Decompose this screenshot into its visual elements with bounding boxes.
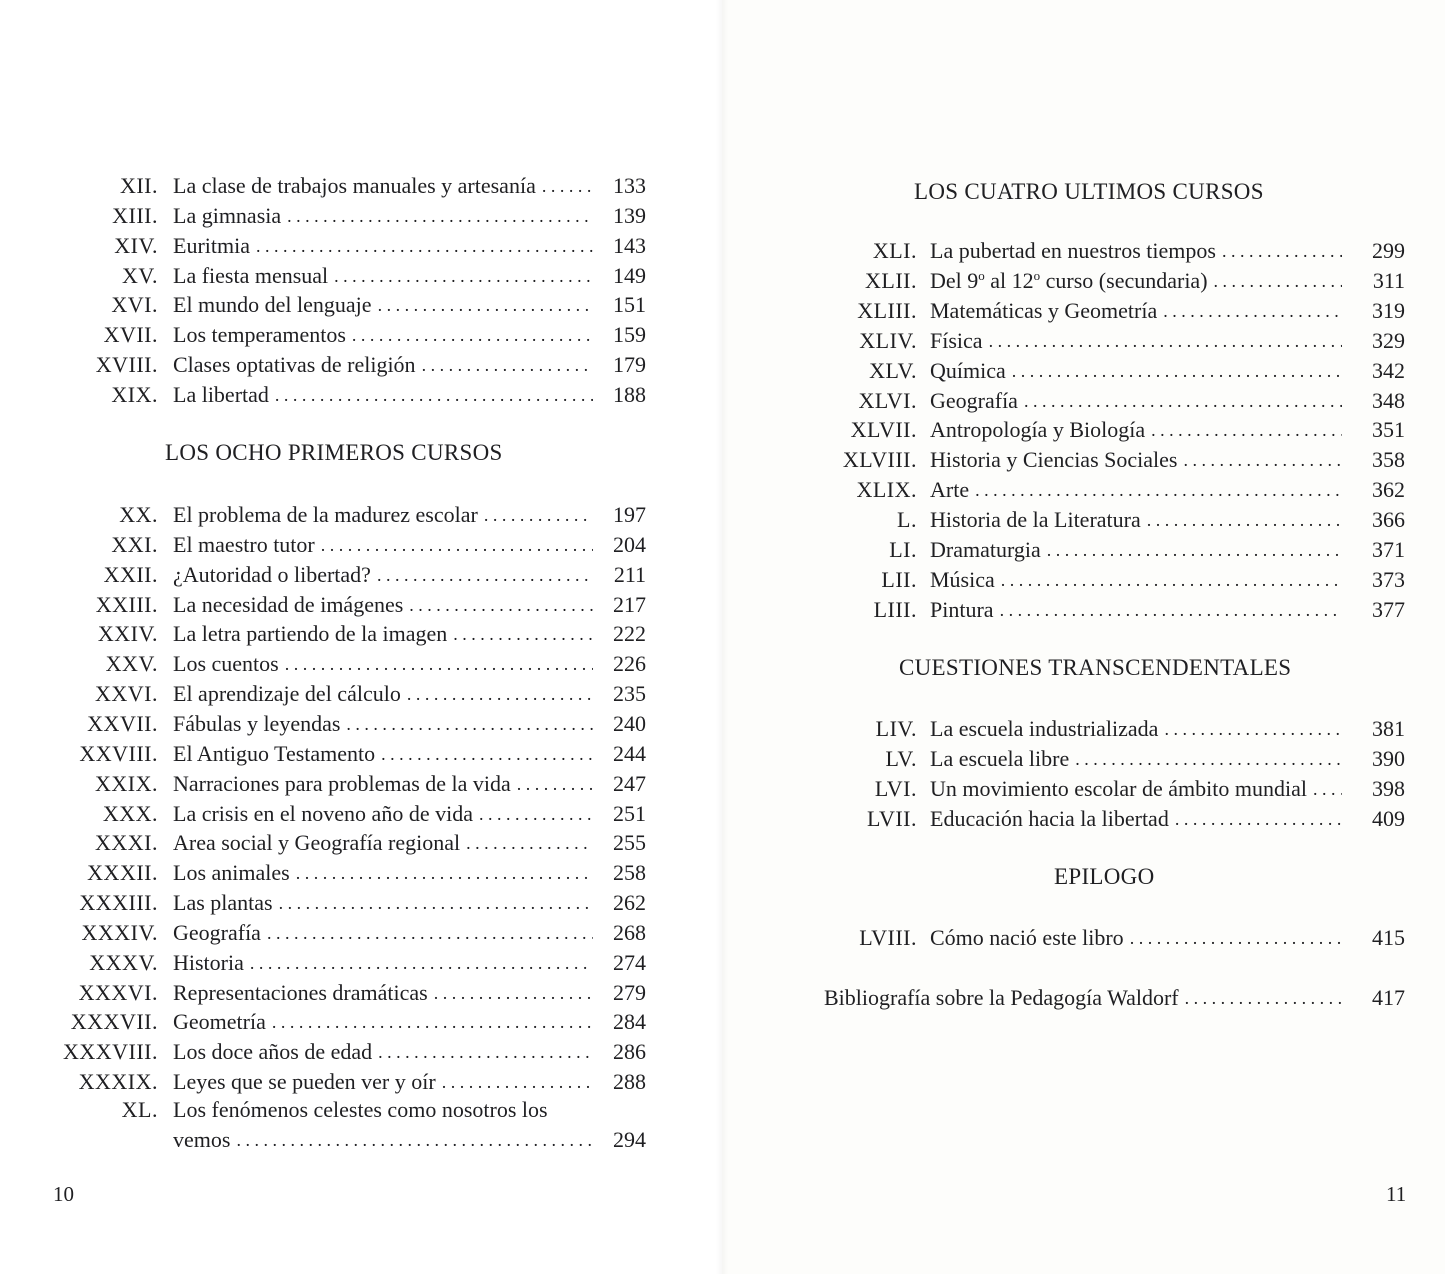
toc-entry-page-number: 211	[613, 561, 646, 587]
toc-entry-title: Un movimiento escolar de ámbito mundial . . .	[930, 774, 1342, 804]
toc-entry-page-number: 373	[1372, 566, 1405, 592]
toc-entry[interactable]	[0, 1037, 722, 1067]
toc-entry[interactable]	[0, 679, 722, 709]
toc-entry-page-number: 143	[613, 232, 646, 258]
toc-entry[interactable]	[0, 326, 1445, 356]
toc-entry-title: Las plantas . . .	[173, 888, 593, 918]
toc-entry-page-number: 284	[613, 1009, 646, 1035]
toc-entry[interactable]	[0, 565, 1445, 595]
toc-entry-number: XXX.	[102, 800, 158, 826]
dot-leader	[1047, 535, 1342, 565]
toc-entry-title: El problema de la madurez escolar . . .	[173, 500, 593, 530]
toc-entry-page-number: 398	[1372, 775, 1405, 801]
section-heading-ocho-primeros-cursos: LOS OCHO PRIMEROS CURSOS	[165, 440, 503, 465]
toc-entry-page-number: 279	[613, 979, 646, 1005]
toc-entry-page-number: 240	[613, 710, 646, 736]
toc-entry-page-number: 319	[1372, 297, 1405, 323]
toc-entry-number: XXXIX.	[78, 1069, 158, 1095]
toc-entry[interactable]	[0, 1007, 722, 1037]
toc-entry-page-number: 139	[613, 202, 646, 228]
toc-entry[interactable]	[0, 595, 1445, 625]
toc-entry[interactable]	[0, 201, 722, 231]
dot-leader	[296, 858, 593, 888]
toc-entry[interactable]	[0, 774, 1445, 804]
toc-entry-title: Fábulas y leyendas . . .	[173, 709, 593, 739]
toc-entry[interactable]	[0, 505, 1445, 535]
toc-entry-page-number: 329	[1372, 327, 1405, 353]
toc-entry-number: XVIII.	[95, 352, 158, 378]
toc-entry-title: Del 9$^o$ al 12$^o$ curso (secundaria) . . .	[930, 266, 1342, 296]
toc-entry-page-number: 409	[1372, 805, 1405, 831]
dot-leader	[989, 326, 1342, 356]
toc-entry-title: Clases optativas de religión . . .	[173, 350, 593, 380]
toc-entry-page-number: 417	[1372, 985, 1405, 1010]
section-heading-cuestiones-transcendentales: CUESTIONES TRANSCENDENTALES	[899, 655, 1292, 680]
toc-entry-title: Química . . .	[930, 356, 1342, 386]
toc-entry-number: XX.	[119, 502, 158, 527]
toc-entry-title: Los temperamentos . . .	[173, 320, 593, 350]
dot-leader	[1075, 744, 1342, 774]
dot-leader	[1130, 923, 1342, 953]
toc-entry-number: XLVIII.	[842, 447, 917, 473]
dot-leader	[442, 1067, 593, 1097]
toc-entry-page-number: 415	[1372, 925, 1405, 950]
toc-entry-number: XLIX.	[856, 477, 917, 503]
toc-entry-title: La necesidad de imágenes . . .	[173, 590, 593, 620]
toc-entry-number: XLVI.	[858, 387, 917, 413]
dot-leader	[279, 888, 593, 918]
page-number-right: 11	[1386, 1182, 1407, 1206]
toc-entry-number: LIV.	[875, 716, 917, 741]
toc-entry-page-number: 381	[1372, 716, 1405, 741]
toc-entry-page-number: 251	[613, 800, 646, 826]
toc-entry-number: XLI.	[872, 238, 917, 263]
toc-entry-title-line2: vemos . . .	[173, 1125, 593, 1155]
toc-entry-title: Pintura . . .	[930, 595, 1342, 625]
toc-entry-number: XVI.	[111, 292, 158, 318]
toc-entry-number: LII.	[881, 566, 917, 592]
toc-entry-page-number: 159	[613, 322, 646, 348]
dot-leader	[1024, 386, 1342, 416]
toc-entry-page-number: 188	[613, 381, 646, 407]
toc-entry-number: LVI.	[874, 775, 917, 801]
toc-entry-title: El Antiguo Testamento . . .	[173, 739, 593, 769]
toc-entry-number: XXXVI.	[78, 979, 158, 1005]
toc-entry-title: Física . . .	[930, 326, 1342, 356]
toc-entry-page-number: 217	[613, 591, 646, 617]
toc-entry-page-number: 311	[1372, 268, 1405, 293]
dot-leader	[434, 978, 593, 1008]
toc-entry-title: Euritmia . . .	[173, 231, 593, 261]
toc-entry-number: XXII.	[103, 561, 158, 587]
toc-entry-title: Dramaturgia . . .	[930, 535, 1342, 565]
toc-entry-title: Educación hacia la libertad . . .	[930, 804, 1342, 834]
toc-entry-page-number: 133	[613, 173, 646, 198]
toc-entry-xl[interactable]	[0, 1095, 722, 1125]
toc-entry-title: Historia de la Literatura . . .	[930, 505, 1342, 535]
dot-leader	[1185, 983, 1342, 1013]
toc-entry-page-number: 362	[1372, 477, 1405, 503]
toc-entry[interactable]	[0, 386, 1445, 416]
toc-entry-page-number: 204	[613, 531, 646, 557]
toc-entry-number: XXVI.	[95, 681, 158, 707]
toc-entry-page-number: 197	[613, 502, 646, 527]
dot-leader	[1151, 415, 1342, 445]
section-heading-epilogo: EPILOGO	[1054, 864, 1155, 889]
dot-leader	[378, 1037, 593, 1067]
toc-entry-number: XLII.	[865, 268, 917, 293]
toc-entry-page-number: 358	[1372, 447, 1405, 473]
toc-entry-number: XXI.	[111, 531, 158, 557]
toc-entry-number: XL.	[121, 1097, 158, 1122]
toc-entry-number: L.	[897, 507, 917, 533]
toc-entry-number: XLVII.	[850, 417, 917, 443]
toc-entry[interactable]	[0, 445, 1445, 475]
toc-entry[interactable]	[0, 296, 1445, 326]
toc-entry[interactable]	[0, 858, 722, 888]
toc-entry-number: XXVIII.	[79, 740, 158, 766]
toc-entry-xl-continued[interactable]	[0, 1125, 722, 1155]
toc-entry-title: Narraciones para problemas de la vida . . .	[173, 769, 593, 799]
toc-entry-page-number: 226	[613, 651, 646, 677]
toc-entry-title: La crisis en el noveno año de vida . . .	[173, 799, 593, 829]
dot-leader	[1214, 266, 1342, 296]
toc-entry[interactable]	[0, 1067, 722, 1097]
toc-entry-title: Bibliografía sobre la Pedagogía Waldorf . . .	[824, 983, 1342, 1013]
toc-entry-page-number: 288	[613, 1069, 646, 1095]
toc-entry-page-number: 222	[613, 621, 646, 647]
section-heading-cuatro-ultimos-cursos: LOS CUATRO ULTIMOS CURSOS	[914, 179, 1264, 204]
toc-entry-title: Arte . . .	[930, 475, 1342, 505]
toc-entry-number: XLIII.	[857, 297, 917, 323]
dot-leader	[542, 171, 593, 201]
dot-leader	[1183, 445, 1342, 475]
toc-entry-number: XXIV.	[97, 621, 158, 647]
toc-entry-page-number: 235	[613, 681, 646, 707]
toc-entry-title: El aprendizaje del cálculo . . .	[173, 679, 593, 709]
toc-entry-page-number: 179	[613, 352, 646, 378]
toc-entry-number: XXXIV.	[81, 919, 158, 945]
toc-entry-number: XXXVII.	[70, 1009, 158, 1035]
toc-entry-page-number: 286	[613, 1039, 646, 1065]
toc-entry-number: LVII.	[867, 805, 917, 831]
toc-entry-title: La letra partiendo de la imagen . . .	[173, 619, 593, 649]
toc-entry-title: Historia y Ciencias Sociales . . .	[930, 445, 1342, 475]
dot-leader	[1001, 565, 1342, 595]
toc-entry-title: La clase de trabajos manuales y artesanía . . .	[173, 171, 593, 201]
toc-entry-number: XIII.	[112, 202, 158, 228]
toc-entry-number: XXXIII.	[79, 890, 158, 916]
toc-entry-number: LV.	[885, 745, 917, 771]
toc-entry-title: La fiesta mensual . . .	[173, 261, 593, 291]
dot-leader	[287, 201, 593, 231]
toc-entry-title: Antropología y Biología . . .	[930, 415, 1342, 445]
toc-entry[interactable]	[0, 714, 1445, 744]
dot-leader	[1163, 296, 1342, 326]
toc-entry[interactable]	[0, 888, 722, 918]
toc-entry-page-number: 366	[1372, 507, 1405, 533]
toc-entry-page-number: 247	[613, 770, 646, 796]
toc-entry-number: XXXVIII.	[62, 1039, 158, 1065]
toc-entry-title: Representaciones dramáticas . . .	[173, 978, 593, 1008]
toc-entry-page-number: 268	[613, 919, 646, 945]
toc-entry-title: ¿Autoridad o libertad? . . .	[173, 560, 593, 590]
toc-entry-page-number: 299	[1372, 238, 1405, 263]
dot-leader	[1222, 236, 1342, 266]
toc-entry[interactable]	[0, 356, 1445, 386]
toc-entry[interactable]	[0, 923, 1445, 953]
toc-entry-title: Geometría . . .	[173, 1007, 593, 1037]
toc-entry-number: XVII.	[103, 322, 158, 348]
dot-leader	[975, 475, 1342, 505]
toc-entry-title: La escuela libre . . .	[930, 744, 1342, 774]
toc-entry[interactable]	[0, 475, 1445, 505]
toc-entry-page-number: 342	[1372, 357, 1405, 383]
toc-entry-title: Los cuentos . . .	[173, 649, 593, 679]
toc-entry-page-number: 258	[613, 860, 646, 886]
toc-entry[interactable]	[0, 649, 722, 679]
toc-entry-number: LIII.	[873, 596, 917, 622]
toc-entry-page-number: 390	[1372, 745, 1405, 771]
toc-entry[interactable]	[0, 804, 1445, 834]
toc-entry-number: XLIV.	[859, 327, 917, 353]
dot-leader	[236, 1125, 593, 1155]
toc-entry-page-number: 151	[613, 292, 646, 318]
toc-entry-title: La escuela industrializada . . .	[930, 714, 1342, 744]
toc-entry-number: XXXI.	[95, 830, 158, 856]
toc-entry-page-number: 294	[613, 1127, 646, 1152]
toc-entry-number: XV.	[122, 262, 158, 288]
toc-entry-number: XXVII.	[87, 710, 158, 736]
toc-entry[interactable]	[0, 744, 1445, 774]
toc-entry-page-number: 244	[613, 740, 646, 766]
toc-entry-number: LVIII.	[859, 925, 917, 950]
toc-entry-number: LI.	[889, 537, 917, 562]
dot-leader	[407, 679, 593, 709]
toc-entry-page-number: 149	[613, 262, 646, 288]
toc-entry-title: El maestro tutor . . .	[173, 530, 593, 560]
toc-entry-title: Música . . .	[930, 565, 1342, 595]
dot-leader	[1147, 505, 1342, 535]
dot-leader	[285, 649, 593, 679]
toc-entry-number: XXXV.	[89, 949, 158, 975]
toc-entry[interactable]	[0, 171, 722, 201]
toc-entry-title-line1: Los fenómenos celestes como nosotros los	[173, 1097, 548, 1122]
toc-entry[interactable]	[0, 535, 1445, 565]
toc-entry-number: XXIII.	[95, 591, 158, 617]
toc-entry-page-number: 377	[1372, 596, 1405, 622]
toc-entry-number: XIX.	[111, 381, 158, 407]
toc-entry-number: XXXII.	[87, 860, 158, 886]
toc-entry-title: La pubertad en nuestros tiempos . . .	[930, 236, 1342, 266]
dot-leader	[272, 1007, 593, 1037]
toc-entry-page-number: 351	[1372, 417, 1405, 443]
toc-entry-title: Geografía . . .	[173, 918, 593, 948]
toc-entry-title: Cómo nació este libro . . .	[930, 923, 1342, 953]
toc-entry-title: Geografía . . .	[930, 386, 1342, 416]
toc-entry-number: XIV.	[114, 232, 158, 258]
toc-entry-title: El mundo del lenguaje . . .	[173, 290, 593, 320]
toc-entry-number: XLV.	[869, 357, 917, 383]
toc-entry-title: Los animales . . .	[173, 858, 593, 888]
toc-entry-number: XXV.	[105, 651, 158, 677]
toc-entry-title: Historia . . .	[173, 948, 593, 978]
toc-entry-title: Los doce años de edad . . .	[173, 1037, 593, 1067]
toc-entry-page-number: 262	[613, 890, 646, 916]
dot-leader	[1313, 774, 1342, 804]
toc-entry-title: Leyes que se pueden ver y oír . . .	[173, 1067, 593, 1097]
toc-entry-number: XII.	[119, 173, 158, 198]
toc-entry-title: Area social y Geografía regional . . .	[173, 828, 593, 858]
dot-leader	[1175, 804, 1342, 834]
page-number-left: 10	[53, 1182, 74, 1206]
toc-entry-page-number: 348	[1372, 387, 1405, 413]
dot-leader	[1012, 356, 1342, 386]
dot-leader	[1000, 595, 1342, 625]
toc-entry-number: XXIX.	[95, 770, 158, 796]
toc-entry-title: La libertad . . .	[173, 380, 593, 410]
toc-entry-page-number: 371	[1372, 537, 1405, 562]
toc-entry[interactable]	[0, 415, 1445, 445]
toc-entry-title: La gimnasia . . .	[173, 201, 593, 231]
toc-entry-page-number: 274	[613, 949, 646, 975]
toc-entry[interactable]	[0, 236, 1445, 266]
toc-entry[interactable]	[0, 978, 722, 1008]
dot-leader	[1164, 714, 1342, 744]
toc-entry-title: Matemáticas y Geometría . . .	[930, 296, 1342, 326]
toc-entry-page-number: 255	[613, 830, 646, 856]
